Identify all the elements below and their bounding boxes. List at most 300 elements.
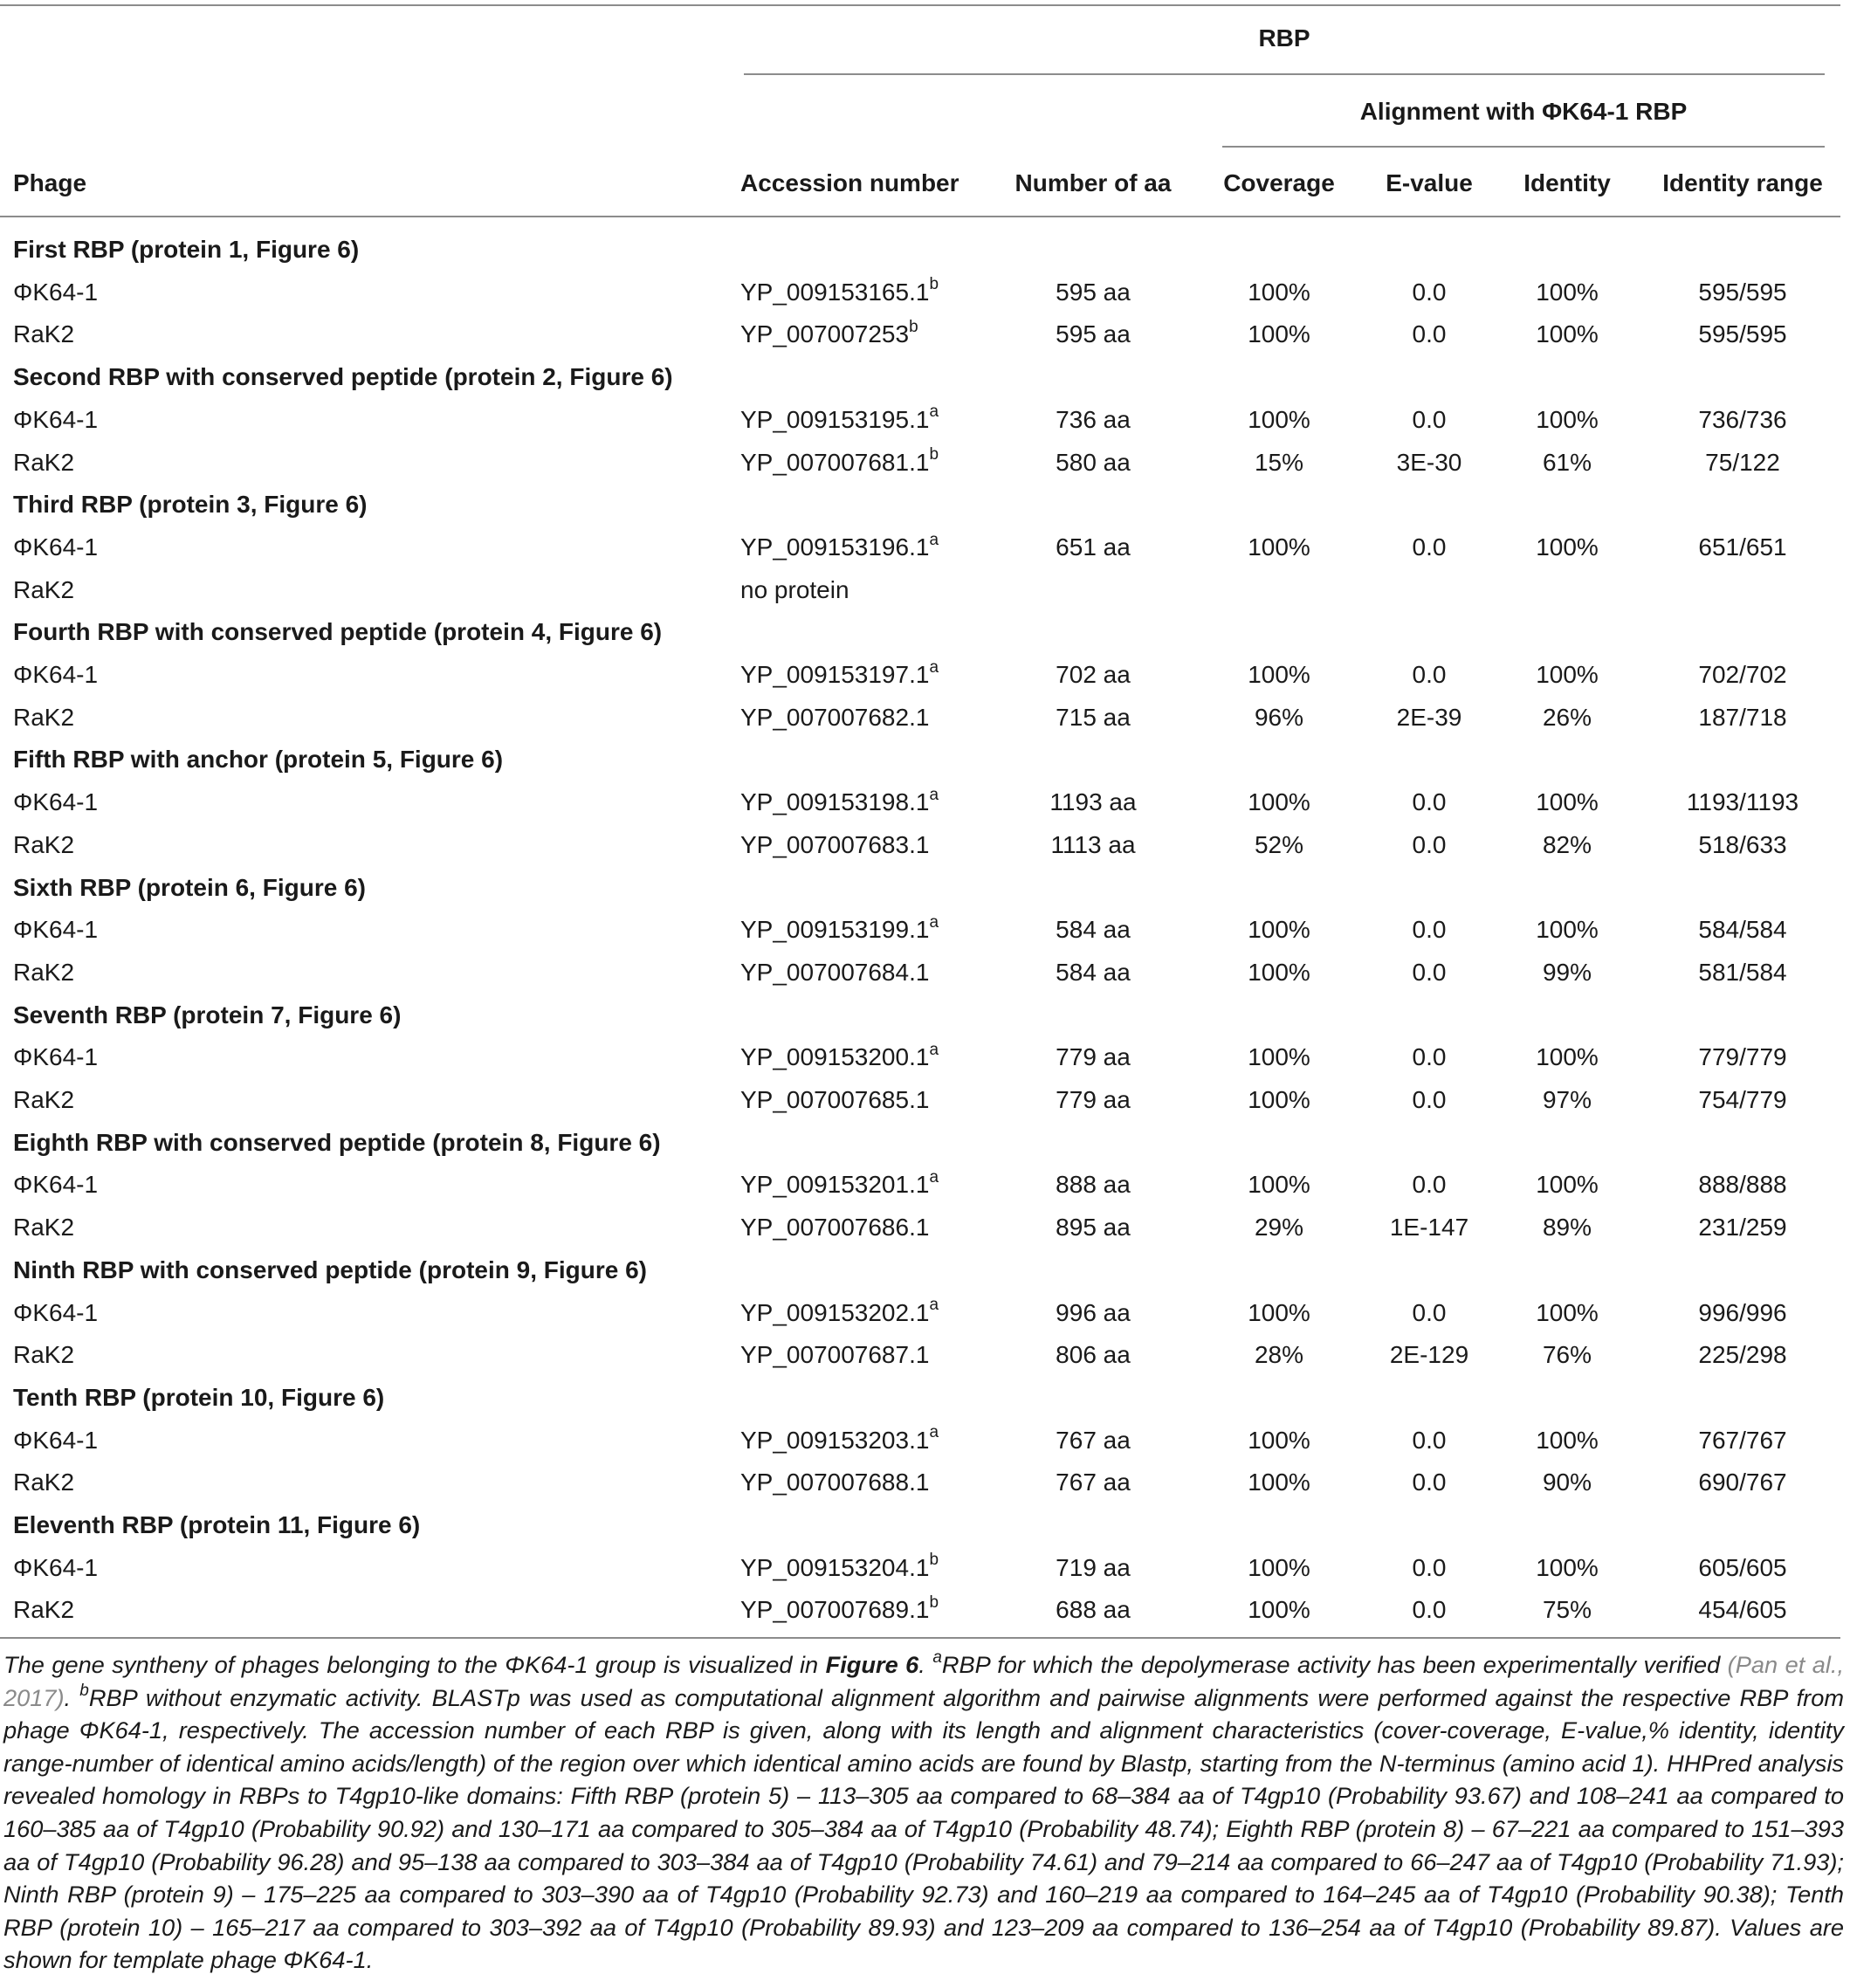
cell-identity-text: 76% <box>1542 1341 1592 1369</box>
cell-number-of-aa-text: 895 aa <box>1056 1214 1131 1242</box>
cell-coverage-text: 100% <box>1248 405 1310 433</box>
cell-identity-range <box>1687 788 1798 817</box>
cell-identity-range <box>1698 915 1786 945</box>
cell-phage <box>13 788 98 817</box>
cell-identity <box>1536 915 1599 945</box>
cell-accession-text: YP_009153200.1 <box>740 1043 930 1071</box>
cell-evalue-text: 3E-30 <box>1396 448 1462 476</box>
cell-identity-text: 100% <box>1536 533 1599 561</box>
cell-accession <box>740 445 939 478</box>
col-header-evalue: E-value <box>1386 169 1473 196</box>
cell-number-of-aa-text: 736 aa <box>1056 405 1131 433</box>
cell-identity <box>1543 1213 1592 1242</box>
cell-identity-range <box>1698 1595 1786 1625</box>
cell-accession <box>740 1213 929 1242</box>
cell-coverage <box>1248 405 1310 435</box>
cell-coverage-text: 100% <box>1248 278 1310 306</box>
cell-accession-text: YP_009153202.1 <box>740 1298 930 1326</box>
cell-coverage <box>1248 1170 1310 1200</box>
cell-evalue <box>1413 278 1447 307</box>
cell-evalue-text: 0.0 <box>1412 1171 1447 1199</box>
cell-coverage <box>1255 448 1303 478</box>
cell-coverage <box>1255 1213 1303 1242</box>
cell-coverage-text: 100% <box>1248 916 1310 944</box>
cell-evalue-text: 0.0 <box>1412 1086 1447 1113</box>
cell-evalue-text: 1E-147 <box>1389 1214 1469 1242</box>
footnote-marker: b <box>929 1593 939 1613</box>
section-title: Tenth RBP (protein 10, Figure 6) <box>13 1383 385 1411</box>
cell-accession <box>740 958 929 987</box>
cell-phage-text: RaK2 <box>13 1469 75 1496</box>
cell-evalue <box>1413 788 1447 817</box>
cell-phage-text: RaK2 <box>13 703 75 731</box>
col-header-accession: Accession number <box>740 169 959 196</box>
cell-accession <box>740 703 929 733</box>
cell-phage-text: RaK2 <box>13 1214 75 1242</box>
cell-number-of-aa-text: 888 aa <box>1056 1171 1131 1199</box>
caption-text: . <box>64 1683 80 1711</box>
cell-phage <box>13 405 98 435</box>
cell-number-of-aa-text: 779 aa <box>1056 1086 1131 1113</box>
cell-coverage-text: 96% <box>1254 703 1304 731</box>
cell-coverage <box>1255 1340 1303 1370</box>
cell-evalue <box>1413 915 1447 945</box>
cell-coverage <box>1248 958 1310 987</box>
cell-accession-text: YP_007007681.1 <box>740 448 930 476</box>
cell-coverage <box>1248 1553 1310 1583</box>
cell-identity-range-text: 581/584 <box>1698 958 1787 986</box>
footnote-marker: a <box>929 1296 939 1315</box>
cell-evalue-text: 0.0 <box>1412 916 1447 944</box>
cell-accession <box>740 1340 929 1370</box>
cell-evalue-text: 0.0 <box>1412 788 1447 816</box>
cell-identity-range-text: 595/595 <box>1698 320 1787 348</box>
cell-accession <box>740 1042 939 1072</box>
cell-number-of-aa-text: 651 aa <box>1056 533 1131 561</box>
cell-number-of-aa-text: 719 aa <box>1056 1553 1131 1581</box>
col-header-identity: Identity <box>1523 169 1611 196</box>
cell-phage <box>13 278 98 307</box>
cell-coverage <box>1248 533 1310 562</box>
cell-identity <box>1536 1426 1599 1455</box>
col-header-phage: Phage <box>13 169 87 196</box>
cell-evalue <box>1413 1042 1447 1072</box>
cell-phage <box>13 1170 98 1200</box>
cell-identity-text: 61% <box>1542 448 1592 476</box>
cell-coverage <box>1248 1426 1310 1455</box>
cell-coverage <box>1248 660 1310 690</box>
cell-phage <box>13 660 98 690</box>
cell-evalue-text: 0.0 <box>1412 958 1447 986</box>
cell-accession-text: YP_009153203.1 <box>740 1426 930 1454</box>
cell-identity-text: 100% <box>1536 1171 1599 1199</box>
cell-identity-range-text: 1193/1193 <box>1686 788 1799 816</box>
cell-number-of-aa-text: 1113 aa <box>1050 830 1136 858</box>
footnote-marker: a <box>929 1168 939 1187</box>
cell-phage-text: RaK2 <box>13 575 75 603</box>
cell-evalue <box>1413 830 1447 860</box>
cell-identity <box>1536 660 1599 690</box>
cell-identity-range-text: 754/779 <box>1698 1086 1787 1113</box>
cell-number-of-aa <box>1056 278 1131 307</box>
cell-evalue <box>1413 1085 1447 1115</box>
cell-phage <box>13 1042 98 1072</box>
cell-number-of-aa-text: 779 aa <box>1056 1043 1131 1071</box>
cell-accession <box>740 1468 929 1497</box>
cell-accession <box>740 657 939 690</box>
cell-number-of-aa <box>1056 448 1131 478</box>
cell-number-of-aa-text: 1193 aa <box>1049 788 1137 816</box>
cell-evalue <box>1397 448 1462 478</box>
cell-identity-text: 100% <box>1536 1553 1599 1581</box>
footnote-marker: b <box>929 275 939 294</box>
cell-number-of-aa <box>1056 660 1131 690</box>
header-bottom-rule <box>0 216 1840 217</box>
cell-phage <box>13 958 74 987</box>
cell-phage-text: RaK2 <box>13 320 75 348</box>
cell-evalue-text: 2E-39 <box>1396 703 1462 731</box>
caption-citation: (Pan et al., 2017) <box>3 1651 1844 1711</box>
cell-phage <box>13 1595 74 1625</box>
cell-phage <box>13 1213 74 1242</box>
cell-identity <box>1536 1042 1599 1072</box>
rbp-group-header: RBP <box>1258 24 1310 52</box>
cell-phage <box>13 1340 74 1370</box>
cell-identity-range <box>1698 1085 1786 1115</box>
cell-evalue <box>1413 1468 1447 1497</box>
cell-coverage-text: 100% <box>1248 958 1310 986</box>
cell-phage <box>13 915 98 945</box>
cell-phage <box>13 448 74 478</box>
section-title: Sixth RBP (protein 6, Figure 6) <box>13 873 366 901</box>
cell-evalue-text: 0.0 <box>1412 278 1447 306</box>
cell-identity-text: 26% <box>1542 703 1592 731</box>
cell-accession <box>740 575 849 605</box>
cell-evalue-text: 0.0 <box>1412 661 1447 688</box>
cell-coverage-text: 100% <box>1248 1171 1310 1199</box>
cell-phage <box>13 1085 74 1115</box>
cell-evalue-text: 0.0 <box>1412 1469 1447 1496</box>
cell-accession-text: YP_007007253 <box>740 320 910 348</box>
cell-identity-range <box>1698 703 1786 733</box>
cell-accession-text: YP_007007685.1 <box>740 1086 930 1113</box>
cell-identity-range-text: 225/298 <box>1698 1341 1787 1369</box>
cell-accession-text: YP_009153198.1 <box>740 788 930 816</box>
cell-accession-text: YP_007007683.1 <box>740 830 930 858</box>
cell-number-of-aa-text: 584 aa <box>1056 916 1131 944</box>
cell-accession-text: no protein <box>740 575 849 603</box>
cell-identity-range-text: 584/584 <box>1698 916 1787 944</box>
cell-phage-text: ΦK64-1 <box>13 1553 99 1581</box>
cell-coverage-text: 100% <box>1248 1469 1310 1496</box>
cell-identity <box>1536 278 1599 307</box>
cell-identity-range <box>1698 660 1786 690</box>
cell-identity-text: 90% <box>1542 1469 1592 1496</box>
caption-text: The gene syntheny of phages belonging to the ΦK64-1 group is visualized in <box>3 1651 826 1678</box>
cell-identity <box>1543 448 1592 478</box>
footnote-marker: a <box>929 1040 939 1059</box>
section-title: Eighth RBP with conserved peptide (protein 8, Figure 6) <box>13 1128 661 1156</box>
cell-accession <box>740 1170 939 1200</box>
table-top-rule <box>0 4 1840 6</box>
cell-identity-range <box>1698 1340 1786 1370</box>
cell-accession <box>740 320 918 349</box>
cell-identity-range <box>1698 278 1786 307</box>
cell-coverage <box>1255 830 1303 860</box>
cell-identity <box>1536 1553 1599 1583</box>
cell-identity-range <box>1698 830 1786 860</box>
cell-accession <box>740 1298 939 1328</box>
cell-identity-range-text: 779/779 <box>1698 1043 1787 1071</box>
cell-evalue <box>1413 1426 1447 1455</box>
cell-number-of-aa-text: 688 aa <box>1056 1596 1131 1624</box>
cell-identity-range-text: 767/767 <box>1698 1426 1787 1454</box>
cell-identity <box>1543 1595 1592 1625</box>
cell-evalue <box>1413 1298 1447 1328</box>
cell-number-of-aa <box>1056 1553 1131 1583</box>
cell-phage-text: RaK2 <box>13 1596 75 1624</box>
alignment-group-rule <box>1222 146 1825 148</box>
cell-identity <box>1543 703 1592 733</box>
cell-identity-range-text: 702/702 <box>1698 661 1787 688</box>
section-title: Eleventh RBP (protein 11, Figure 6) <box>13 1511 421 1538</box>
cell-phage-text: ΦK64-1 <box>13 405 99 433</box>
cell-accession <box>740 785 939 817</box>
rbp-group-rule <box>744 73 1825 75</box>
cell-identity-range-text: 187/718 <box>1698 703 1787 731</box>
cell-number-of-aa <box>1056 1085 1131 1115</box>
cell-evalue-text: 0.0 <box>1412 533 1447 561</box>
cell-number-of-aa <box>1056 915 1131 945</box>
cell-phage-text: ΦK64-1 <box>13 533 99 561</box>
cell-phage-text: ΦK64-1 <box>13 278 99 306</box>
footnote-marker: a <box>929 785 939 804</box>
caption-text: RBP for which the depolymerase activity has been experimentally verified <box>941 1651 1728 1678</box>
cell-number-of-aa-text: 584 aa <box>1056 958 1131 986</box>
cell-identity <box>1543 958 1592 987</box>
cell-coverage <box>1248 1595 1310 1625</box>
cell-evalue <box>1413 1170 1447 1200</box>
cell-accession <box>740 830 929 860</box>
cell-accession-text: YP_007007686.1 <box>740 1214 930 1242</box>
cell-identity <box>1543 1085 1592 1115</box>
cell-identity <box>1536 1298 1599 1328</box>
cell-evalue <box>1413 1595 1447 1625</box>
cell-identity-range <box>1698 1170 1786 1200</box>
cell-accession-text: YP_009153196.1 <box>740 533 930 561</box>
cell-coverage <box>1248 320 1310 349</box>
cell-number-of-aa <box>1056 1340 1131 1370</box>
cell-evalue-text: 0.0 <box>1412 830 1447 858</box>
cell-accession <box>740 530 939 562</box>
cell-identity <box>1536 788 1599 817</box>
cell-identity-range-text: 996/996 <box>1698 1298 1787 1326</box>
cell-phage-text: ΦK64-1 <box>13 1426 99 1454</box>
cell-evalue <box>1390 1340 1468 1370</box>
col-header-number-of-aa: Number of aa <box>1014 169 1172 196</box>
cell-phage <box>13 533 98 562</box>
cell-phage <box>13 320 74 349</box>
cell-identity-range <box>1698 1213 1786 1242</box>
cell-evalue-text: 0.0 <box>1412 1043 1447 1071</box>
cell-number-of-aa-text: 996 aa <box>1056 1298 1131 1326</box>
cell-identity <box>1543 1468 1592 1497</box>
cell-coverage-text: 100% <box>1248 1043 1310 1071</box>
cell-number-of-aa <box>1056 1298 1131 1328</box>
footnote-marker: b <box>929 1551 939 1570</box>
cell-identity-text: 100% <box>1536 1298 1599 1326</box>
cell-identity-text: 100% <box>1536 278 1599 306</box>
cell-number-of-aa-text: 595 aa <box>1056 320 1131 348</box>
cell-identity-range-text: 690/767 <box>1698 1469 1787 1496</box>
cell-phage <box>13 1298 98 1328</box>
caption-figure-ref: Figure 6 <box>825 1651 919 1678</box>
cell-coverage-text: 29% <box>1254 1214 1304 1242</box>
cell-identity-range <box>1698 320 1786 349</box>
cell-evalue <box>1413 405 1447 435</box>
section-title: First RBP (protein 1, Figure 6) <box>13 236 360 263</box>
cell-number-of-aa-text: 702 aa <box>1056 661 1131 688</box>
section-title: Fifth RBP with anchor (protein 5, Figure 6) <box>13 746 504 774</box>
cell-number-of-aa <box>1056 1170 1131 1200</box>
cell-number-of-aa <box>1056 703 1131 733</box>
cell-identity-range-text: 888/888 <box>1698 1171 1787 1199</box>
cell-accession-text: YP_007007689.1 <box>740 1596 930 1624</box>
cell-coverage-text: 28% <box>1254 1341 1304 1369</box>
cell-identity-text: 75% <box>1542 1596 1592 1624</box>
caption-text: . <box>918 1651 933 1678</box>
cell-accession-text: YP_009153199.1 <box>740 916 930 944</box>
cell-accession <box>740 912 939 945</box>
cell-accession <box>740 275 939 307</box>
footnote-marker: b <box>909 318 918 337</box>
cell-coverage <box>1248 1298 1310 1328</box>
cell-evalue <box>1413 958 1447 987</box>
cell-identity-range <box>1698 1468 1786 1497</box>
cell-number-of-aa-text: 767 aa <box>1056 1426 1131 1454</box>
caption-footnote-b: b <box>79 1681 89 1700</box>
cell-evalue <box>1390 1213 1468 1242</box>
cell-accession-text: YP_009153197.1 <box>740 661 930 688</box>
cell-identity-text: 100% <box>1536 916 1599 944</box>
footnote-marker: a <box>929 657 939 677</box>
cell-identity <box>1536 1170 1599 1200</box>
cell-accession-text: YP_009153201.1 <box>740 1171 930 1199</box>
cell-number-of-aa <box>1056 405 1131 435</box>
col-header-coverage: Coverage <box>1223 169 1335 196</box>
cell-phage <box>13 830 74 860</box>
section-title: Seventh RBP (protein 7, Figure 6) <box>13 1001 402 1028</box>
cell-phage <box>13 575 74 605</box>
cell-phage-text: RaK2 <box>13 830 75 858</box>
cell-number-of-aa <box>1056 1042 1131 1072</box>
cell-identity-text: 100% <box>1536 320 1599 348</box>
cell-identity-text: 89% <box>1542 1214 1592 1242</box>
cell-coverage-text: 100% <box>1248 1553 1310 1581</box>
cell-number-of-aa-text: 580 aa <box>1056 448 1131 476</box>
cell-identity-range-text: 75/122 <box>1705 448 1780 476</box>
cell-identity-text: 100% <box>1536 405 1599 433</box>
section-title: Fourth RBP with conserved peptide (protein 4, Figure 6) <box>13 618 663 646</box>
cell-number-of-aa-text: 595 aa <box>1056 278 1131 306</box>
cell-phage-text: ΦK64-1 <box>13 788 99 816</box>
cell-identity-text: 100% <box>1536 1043 1599 1071</box>
cell-evalue <box>1397 703 1462 733</box>
cell-number-of-aa <box>1056 320 1131 349</box>
cell-accession <box>740 1085 929 1115</box>
cell-evalue <box>1413 320 1447 349</box>
cell-evalue-text: 0.0 <box>1412 1596 1447 1624</box>
cell-number-of-aa-text: 767 aa <box>1056 1469 1131 1496</box>
cell-coverage-text: 100% <box>1248 1596 1310 1624</box>
cell-accession-text: YP_007007687.1 <box>740 1341 930 1369</box>
section-title: Third RBP (protein 3, Figure 6) <box>13 491 368 519</box>
cell-accession <box>740 1595 939 1625</box>
section-title: Second RBP with conserved peptide (protein 2, Figure 6) <box>13 363 673 391</box>
footnote-marker: a <box>929 1423 939 1442</box>
cell-accession <box>740 402 939 435</box>
cell-coverage <box>1248 1042 1310 1072</box>
cell-evalue <box>1413 533 1447 562</box>
cell-evalue-text: 0.0 <box>1412 1298 1447 1326</box>
cell-accession-text: YP_009153165.1 <box>740 278 930 306</box>
cell-identity-range <box>1698 958 1786 987</box>
section-title: Ninth RBP with conserved peptide (protein 9, Figure 6) <box>13 1255 648 1283</box>
cell-number-of-aa-text: 806 aa <box>1056 1341 1131 1369</box>
cell-accession <box>740 1553 939 1583</box>
cell-accession-text: YP_009153195.1 <box>740 405 930 433</box>
cell-coverage <box>1248 278 1310 307</box>
cell-coverage <box>1248 915 1310 945</box>
cell-phage-text: RaK2 <box>13 958 75 986</box>
cell-identity <box>1536 320 1599 349</box>
cell-evalue-text: 0.0 <box>1412 1553 1447 1581</box>
cell-coverage-text: 100% <box>1248 1426 1310 1454</box>
cell-coverage <box>1248 1468 1310 1497</box>
cell-phage-text: RaK2 <box>13 1341 75 1369</box>
cell-evalue <box>1413 660 1447 690</box>
cell-phage-text: RaK2 <box>13 448 75 476</box>
cell-phage-text: RaK2 <box>13 1086 75 1113</box>
cell-identity-text: 100% <box>1536 788 1599 816</box>
cell-identity <box>1536 533 1599 562</box>
alignment-group-header: Alignment with ΦK64-1 RBP <box>1359 98 1688 125</box>
footnote-marker: a <box>929 530 939 549</box>
cell-number-of-aa <box>1056 1426 1131 1455</box>
cell-coverage <box>1255 703 1303 733</box>
cell-phage <box>13 1468 74 1497</box>
cell-evalue-text: 0.0 <box>1412 320 1447 348</box>
cell-phage-text: ΦK64-1 <box>13 1043 99 1071</box>
cell-accession-text: YP_007007688.1 <box>740 1469 930 1496</box>
cell-number-of-aa <box>1049 788 1136 817</box>
cell-accession-text: YP_009153204.1 <box>740 1553 930 1581</box>
col-header-identity-range: Identity range <box>1662 169 1823 196</box>
footnote-marker: a <box>929 912 939 932</box>
cell-evalue-text: 0.0 <box>1412 405 1447 433</box>
cell-accession-text: YP_007007684.1 <box>740 958 930 986</box>
cell-number-of-aa <box>1050 830 1135 860</box>
cell-identity-text: 82% <box>1542 830 1592 858</box>
cell-identity-range <box>1698 405 1786 435</box>
cell-number-of-aa <box>1056 1468 1131 1497</box>
cell-evalue-text: 2E-129 <box>1389 1341 1469 1369</box>
cell-coverage-text: 100% <box>1248 533 1310 561</box>
cell-identity-range <box>1698 1042 1786 1072</box>
cell-identity <box>1536 405 1599 435</box>
cell-phage-text: ΦK64-1 <box>13 1171 99 1199</box>
cell-identity <box>1543 830 1592 860</box>
